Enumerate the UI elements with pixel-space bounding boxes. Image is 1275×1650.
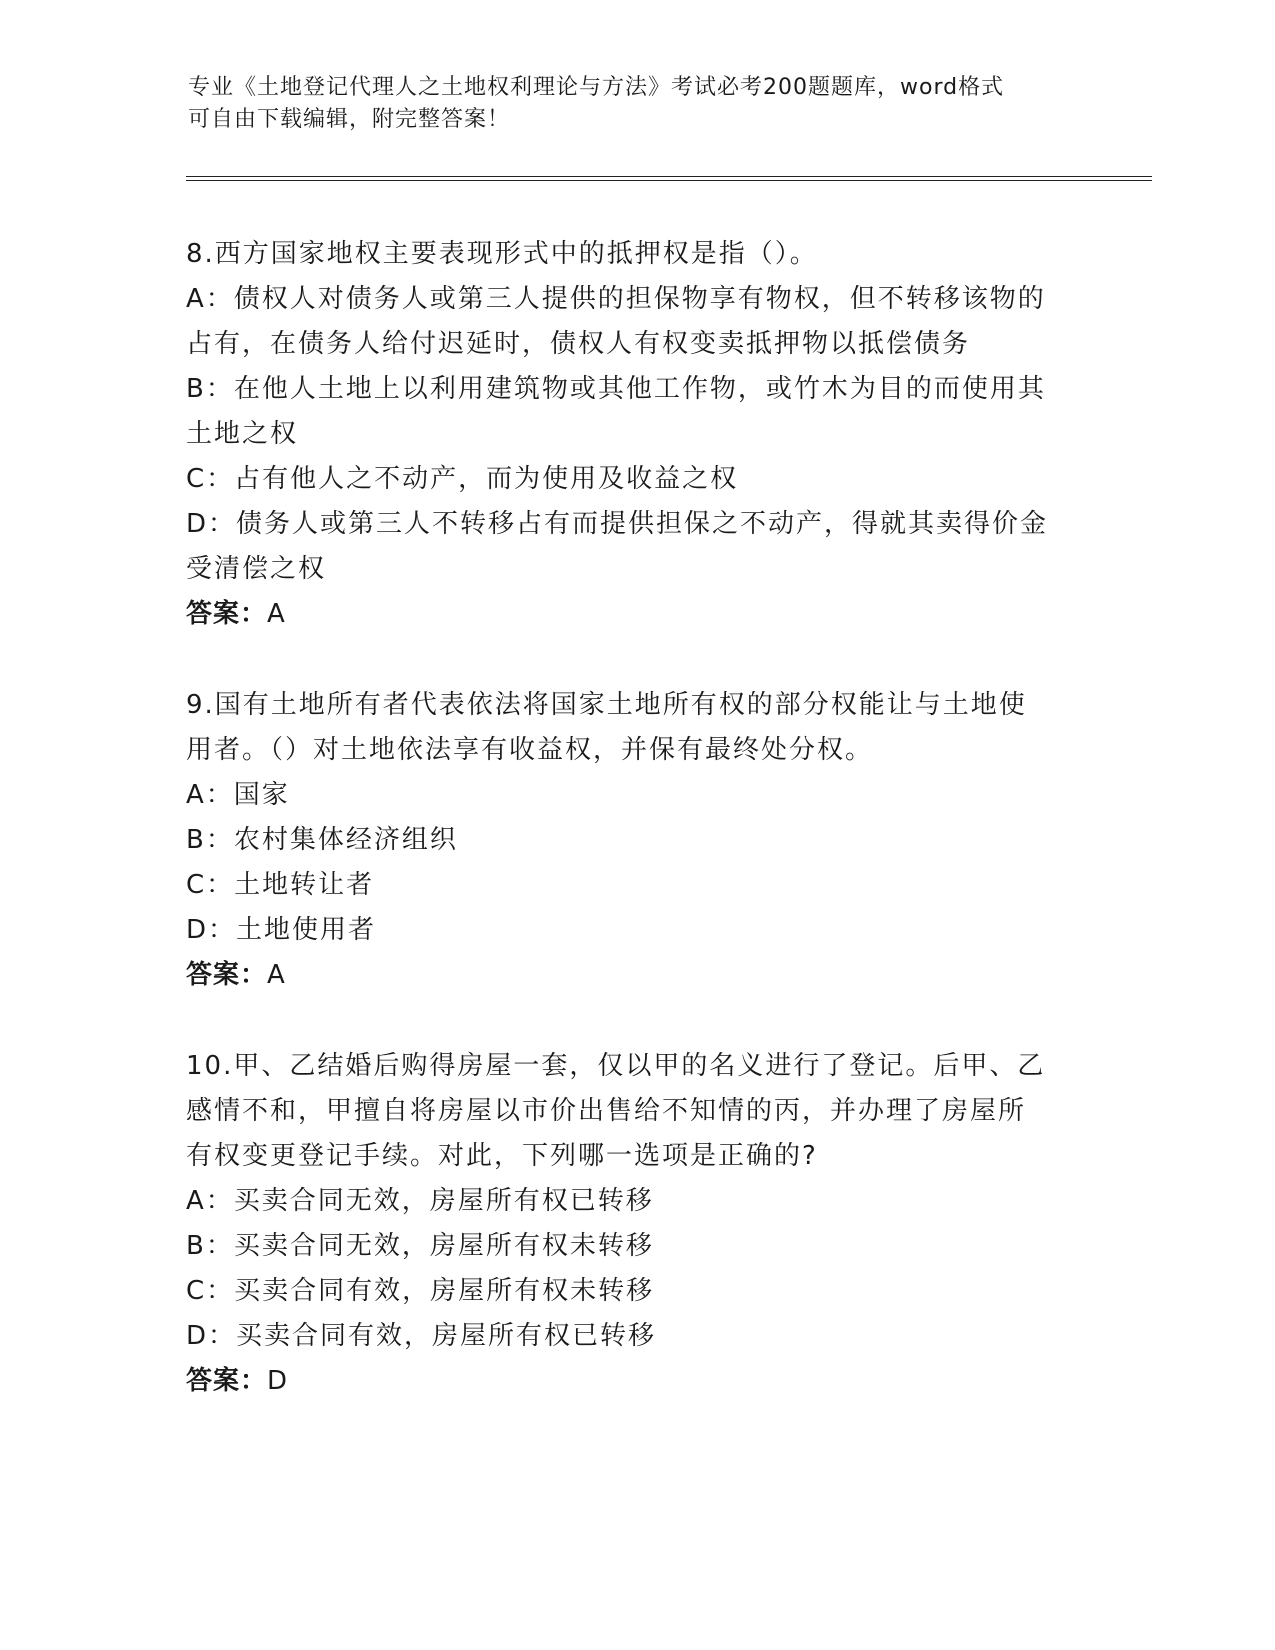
question-stem-line: 8.西方国家地权主要表现形式中的抵押权是指（）。 [186,239,818,269]
answer-label: 答案： [186,960,268,990]
question-stem-line-2: 感情不和，甲擅自将房屋以市价出售给不知情的丙，并办理了房屋所 [186,1096,1027,1126]
option-a-line-2: 占有，在债务人给付迟延时，债权人有权变卖抵押物以抵偿债务 [186,329,971,359]
question-list [186,232,1076,1450]
header-divider [186,176,1152,181]
option-b: B：买卖合同无效，房屋所有权未转移 [186,1231,654,1261]
question-stem-line-2: 用者。（）对土地依法享有收益权，并保有最终处分权。 [186,735,874,765]
option-d: D：买卖合同有效，房屋所有权已转移 [186,1321,657,1351]
answer-label: 答案： [186,1366,268,1396]
answer-row [186,953,1076,998]
question-10 [186,1044,1076,1404]
answer-row [186,592,1076,637]
question-stem-line-1: 10.甲、乙结婚后购得房屋一套，仅以甲的名义进行了登记。后甲、乙 [186,1051,1046,1081]
option-c: C：买卖合同有效，房屋所有权未转移 [186,1276,655,1306]
question-8 [186,232,1076,637]
answer-value: D [267,1366,289,1396]
answer-value: A [267,960,286,990]
option-c: C：占有他人之不动产，而为使用及收益之权 [186,464,739,494]
question-stem-line-3: 有权变更登记手续。对此，下列哪一选项是正确的? [186,1141,818,1171]
option-d-line-2: 受清偿之权 [186,554,327,584]
answer-label: 答案： [186,599,268,629]
option-a: A：国家 [186,780,290,810]
option-a-line-1: A：债权人对债务人或第三人提供的担保物享有物权，但不转移该物的 [186,284,1046,314]
option-b-line-1: B：在他人土地上以利用建筑物或其他工作物，或竹木为目的而使用其 [186,374,1046,404]
answer-value: A [267,599,286,629]
header-line-1: 专业《土地登记代理人之土地权利理论与方法》考试必考200题题库，word格式 [188,75,1005,100]
option-c: C：土地转让者 [186,870,375,900]
document-header [188,72,1068,136]
answer-row [186,1359,1076,1404]
header-line-2: 可自由下载编辑，附完整答案！ [188,107,511,132]
option-d-line-1: D：债务人或第三人不转移占有而提供担保之不动产，得就其卖得价金 [186,509,1049,539]
option-b-line-2: 土地之权 [186,419,299,449]
question-9 [186,683,1076,998]
option-d: D：土地使用者 [186,915,377,945]
option-a: A：买卖合同无效，房屋所有权已转移 [186,1186,654,1216]
question-stem-line-1: 9.国有土地所有者代表依法将国家土地所有权的部分权能让与土地使 [186,690,1027,720]
option-b: B：农村集体经济组织 [186,825,458,855]
